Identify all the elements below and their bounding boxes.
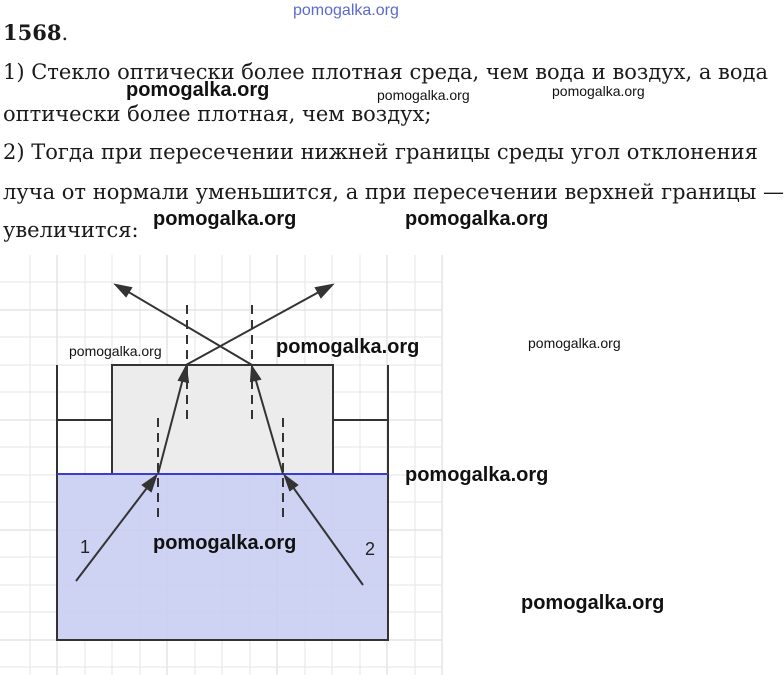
watermark: pomogalka.org <box>153 208 297 230</box>
watermark: pomogalka.org <box>528 335 621 351</box>
ray-1-label: 1 <box>80 537 91 557</box>
watermark: pomogalka.org <box>377 87 470 103</box>
watermark: pomogalka.org <box>276 336 420 358</box>
watermark: pomogalka.org <box>293 2 399 19</box>
text-line-1: 1) Стекло оптически более плотная среда, чем вода и воздух, а вода <box>3 60 768 84</box>
watermark: pomogalka.org <box>521 592 665 614</box>
watermark: pomogalka.org <box>552 83 645 99</box>
text-line-3: 2) Тогда при пересечении нижней границы среды угол отклонения <box>3 140 758 164</box>
watermark: pomogalka.org <box>153 532 297 554</box>
text-line-2: оптически более плотная, чем воздух; <box>3 102 432 126</box>
watermark: pomogalka.org <box>69 343 162 359</box>
water <box>57 474 388 640</box>
ray-2-label: 2 <box>365 539 376 559</box>
text-line-4: луча от нормали уменьшится, а при пересечении верхней границы — <box>3 180 784 204</box>
text-line-5: увеличится: <box>3 218 139 242</box>
problem-number: 1568 <box>3 20 62 45</box>
problem-number-suffix: . <box>61 21 69 45</box>
watermark: pomogalka.org <box>405 208 549 230</box>
watermark: pomogalka.org <box>126 79 270 101</box>
glass-block <box>112 365 333 474</box>
watermark: pomogalka.org <box>405 464 549 486</box>
